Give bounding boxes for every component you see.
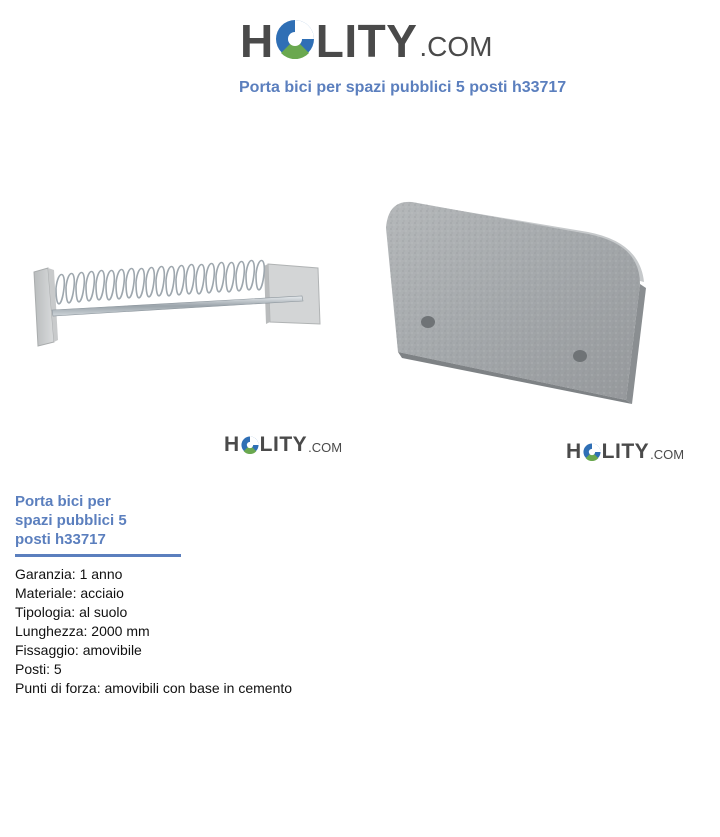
spec-item: Materiale: acciaio	[15, 585, 124, 601]
spec-item: Posti: 5	[15, 661, 62, 677]
logo-brand-left: H	[240, 15, 274, 67]
page-title: Porta bici per spazi pubblici 5 posti h33717	[239, 79, 567, 96]
holity-o-mark-icon	[583, 443, 601, 461]
spec-item: Punti di forza: amovibili con base in cemento	[15, 680, 293, 696]
spec-item: Lunghezza: 2000 mm	[15, 623, 150, 639]
watermark-logo-right	[566, 439, 684, 463]
site-logo[interactable]	[240, 12, 493, 67]
product-title	[15, 492, 175, 549]
product-title-line: Porta bici per	[15, 493, 111, 510]
logo-tld: .COM	[308, 440, 343, 455]
holity-o-mark-icon	[275, 19, 315, 59]
logo-brand-right: LITY	[315, 15, 418, 67]
concrete-base-image	[378, 192, 650, 412]
spec-item: Garanzia: 1 anno	[15, 566, 123, 582]
bike-rack-image	[20, 250, 330, 360]
logo-brand-left: H	[224, 433, 240, 456]
watermark-logo-left	[224, 432, 342, 456]
logo-tld: .COM	[419, 31, 493, 62]
product-title-line: posti h33717	[15, 531, 106, 548]
logo-brand-right: LITY	[601, 440, 650, 463]
title-underline-divider	[15, 554, 181, 557]
logo-tld: .COM	[650, 447, 685, 462]
spec-item: Fissaggio: amovibile	[15, 642, 142, 658]
logo-brand-left: H	[566, 440, 582, 463]
logo-brand-right: LITY	[259, 433, 308, 456]
product-title-line: spazi pubblici 5	[15, 512, 127, 529]
product-specs-list	[15, 565, 292, 698]
spec-item: Tipologia: al suolo	[15, 604, 128, 620]
holity-o-mark-icon	[241, 436, 259, 454]
